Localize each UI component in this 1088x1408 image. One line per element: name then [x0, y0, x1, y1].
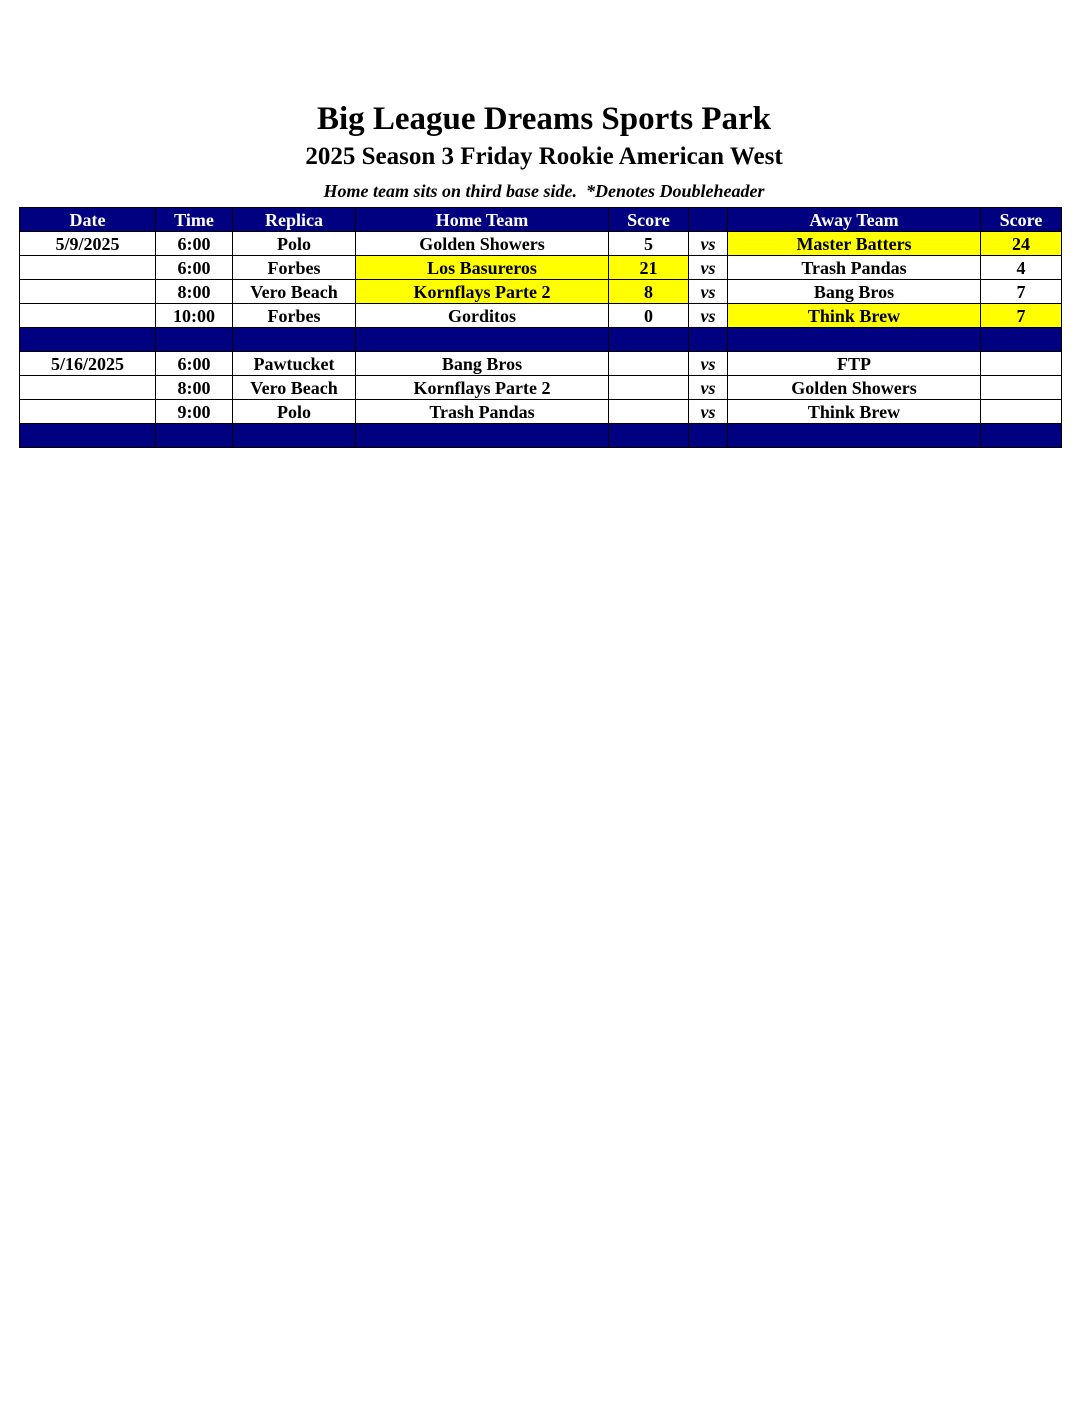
home-team-cell: Kornflays Parte 2 — [356, 280, 609, 304]
home-score-cell: 5 — [609, 232, 689, 256]
date-cell: 5/16/2025 — [20, 352, 156, 376]
time-cell: 6:00 — [156, 256, 233, 280]
column-header-vs — [689, 208, 728, 232]
home-team-cell: Los Basureros — [356, 256, 609, 280]
replica-cell: Vero Beach — [233, 376, 356, 400]
away-team-cell: Bang Bros — [728, 280, 981, 304]
away-team-cell: Golden Showers — [728, 376, 981, 400]
replica-cell: Pawtucket — [233, 352, 356, 376]
vs-cell: vs — [689, 256, 728, 280]
date-cell: 5/9/2025 — [20, 232, 156, 256]
page-subtitle: 2025 Season 3 Friday Rookie American West — [305, 143, 783, 170]
game-row — [20, 280, 1062, 304]
separator-cell — [356, 328, 609, 352]
separator-cell — [609, 424, 689, 448]
column-header-home-score: Score — [609, 208, 689, 232]
separator-cell — [233, 424, 356, 448]
separator-cell — [156, 328, 233, 352]
date-cell — [20, 304, 156, 328]
separator-cell — [728, 424, 981, 448]
vs-cell: vs — [689, 304, 728, 328]
away-team-cell: Think Brew — [728, 400, 981, 424]
column-header-replica: Replica — [233, 208, 356, 232]
column-header-home-team: Home Team — [356, 208, 609, 232]
away-score-cell: 24 — [981, 232, 1062, 256]
time-cell: 9:00 — [156, 400, 233, 424]
away-team-cell: Trash Pandas — [728, 256, 981, 280]
game-row — [20, 376, 1062, 400]
date-cell — [20, 256, 156, 280]
home-team-cell: Kornflays Parte 2 — [356, 376, 609, 400]
away-score-cell — [981, 400, 1062, 424]
home-score-cell: 8 — [609, 280, 689, 304]
home-score-cell — [609, 352, 689, 376]
table-header-row — [20, 208, 1062, 232]
separator-cell — [981, 328, 1062, 352]
replica-cell: Forbes — [233, 304, 356, 328]
column-header-away-team: Away Team — [728, 208, 981, 232]
vs-cell: vs — [689, 232, 728, 256]
away-score-cell: 7 — [981, 280, 1062, 304]
separator-cell — [156, 424, 233, 448]
vs-cell: vs — [689, 352, 728, 376]
home-team-cell: Bang Bros — [356, 352, 609, 376]
game-row — [20, 232, 1062, 256]
away-score-cell: 4 — [981, 256, 1062, 280]
away-score-cell — [981, 352, 1062, 376]
schedule-note: Home team sits on third base side. *Denotes Doubleheader — [323, 181, 765, 201]
time-cell: 10:00 — [156, 304, 233, 328]
replica-cell: Vero Beach — [233, 280, 356, 304]
separator-cell — [20, 328, 156, 352]
separator-cell — [356, 424, 609, 448]
away-team-cell: FTP — [728, 352, 981, 376]
game-row — [20, 400, 1062, 424]
vs-cell: vs — [689, 400, 728, 424]
column-header-time: Time — [156, 208, 233, 232]
column-header-away-score: Score — [981, 208, 1062, 232]
separator-cell — [233, 328, 356, 352]
replica-cell: Polo — [233, 232, 356, 256]
separator-cell — [981, 424, 1062, 448]
game-row — [20, 256, 1062, 280]
replica-cell: Forbes — [233, 256, 356, 280]
home-team-cell: Trash Pandas — [356, 400, 609, 424]
home-team-cell: Gorditos — [356, 304, 609, 328]
time-cell: 6:00 — [156, 232, 233, 256]
separator-cell — [728, 328, 981, 352]
home-score-cell — [609, 376, 689, 400]
game-row — [20, 352, 1062, 376]
separator-row — [20, 424, 1062, 448]
away-team-cell: Master Batters — [728, 232, 981, 256]
vs-cell: vs — [689, 280, 728, 304]
separator-cell — [689, 328, 728, 352]
separator-cell — [609, 328, 689, 352]
time-cell: 6:00 — [156, 352, 233, 376]
schedule-table — [19, 207, 1062, 448]
schedule-body — [20, 232, 1062, 448]
time-cell: 8:00 — [156, 280, 233, 304]
date-cell — [20, 280, 156, 304]
time-cell: 8:00 — [156, 376, 233, 400]
away-score-cell — [981, 376, 1062, 400]
date-cell — [20, 376, 156, 400]
separator-row — [20, 328, 1062, 352]
replica-cell: Polo — [233, 400, 356, 424]
away-team-cell: Think Brew — [728, 304, 981, 328]
column-header-date: Date — [20, 208, 156, 232]
home-score-cell — [609, 400, 689, 424]
home-score-cell: 0 — [609, 304, 689, 328]
page-title: Big League Dreams Sports Park — [316, 101, 772, 137]
home-score-cell: 21 — [609, 256, 689, 280]
date-cell — [20, 400, 156, 424]
vs-cell: vs — [689, 376, 728, 400]
away-score-cell: 7 — [981, 304, 1062, 328]
home-team-cell: Golden Showers — [356, 232, 609, 256]
separator-cell — [689, 424, 728, 448]
separator-cell — [20, 424, 156, 448]
game-row — [20, 304, 1062, 328]
